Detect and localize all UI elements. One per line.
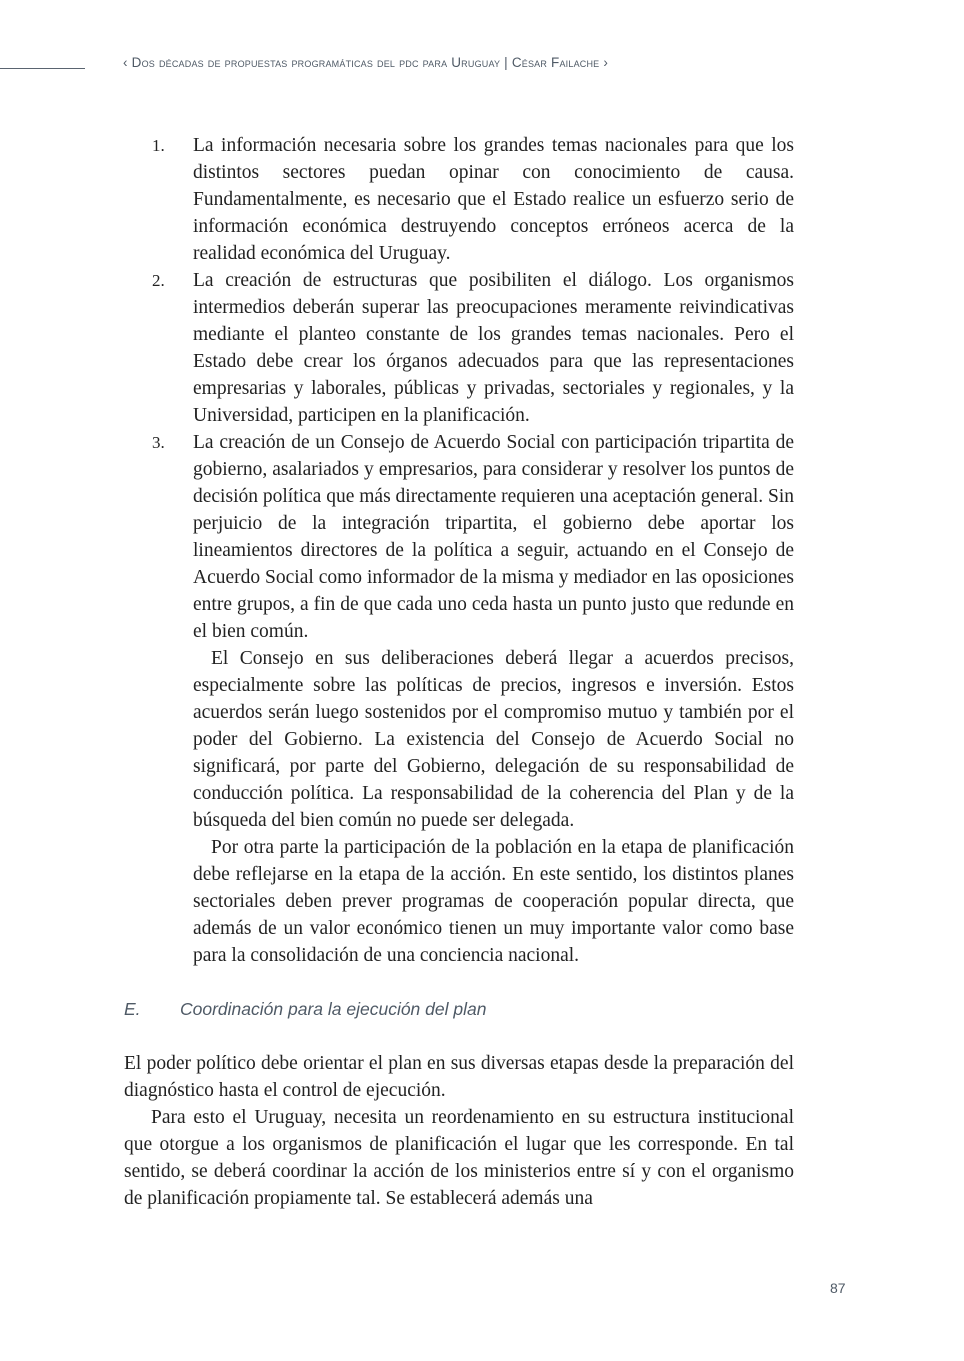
numbered-list xyxy=(124,132,794,645)
body-paragraph: Para esto el Uruguay, necesita un reordenamiento en su estructura institucional que otorgue a los organismos de planificación el lugar que les corresponde. En tal sentido, se deberá coordinar la acción de los ministerios entre sí y con el organismo de planificación propiamente tal. Se establecerá además una xyxy=(124,1107,794,1209)
list-text: La información necesaria sobre los grandes temas nacionales para que los distintos sectores puedan opinar con conocimiento de causa. Fundamentalmente, es necesario que el Estado realice un esfuerzo serio de información económica destruyendo conceptos erróneos acerca de la realidad económica del Uruguay. xyxy=(193,135,794,264)
running-title: ‹ Dos décadas de propuestas programáticas del pdc para Uruguay | César Failache › xyxy=(123,55,609,70)
section-heading xyxy=(124,996,794,1023)
list-continuation-paragraph: Por otra parte la participación de la población en la etapa de planificación debe reflejarse en la etapa de la acción. En este sentido, los distintos planes sectoriales deben prever programas de cooperación popular directa, que además de un valor económico tienen un muy importante valor como base para la consolidación de una conciencia nacional. xyxy=(193,837,794,966)
list-number: 2. xyxy=(152,271,165,290)
list-item xyxy=(124,132,794,267)
body-paragraph: El poder político debe orientar el plan en sus diversas etapas desde la preparación del diagnóstico hasta el control de ejecución. xyxy=(124,1053,794,1101)
section-letter: E. xyxy=(124,999,141,1019)
header-rule xyxy=(0,68,85,69)
page-number: 87 xyxy=(830,1280,846,1296)
list-item xyxy=(124,267,794,429)
list-text: La creación de un Consejo de Acuerdo Social con participación tripartita de gobierno, asalariados y empresarios, para considerar y resolver los puntos de decisión política que más directamente requieren una aceptación general. Sin perjuicio de la integración tripartita, el gobierno debe aportar los lineamientos directores de la política a seguir, actuando en el Consejo de Acuerdo Social como informador de la misma y mediador en las oposiciones entre grupos, a fin de que cada uno ceda hasta un punto justo que redunde en el bien común. xyxy=(193,432,794,642)
list-number: 3. xyxy=(152,433,165,452)
page-content xyxy=(124,132,794,1212)
list-number: 1. xyxy=(152,136,165,155)
list-text: La creación de estructuras que posibiliten el diálogo. Los organismos intermedios deberán superar las preocupaciones meramente reivindicativas mediante el planteo constante de los grandes temas nacionales. Pero el Estado debe crear los órganos adecuados para que las representaciones empresarias y laborales, públicas y privadas, sectoriales y regionales, y la Universidad, participen en la planificación. xyxy=(193,270,794,426)
running-header xyxy=(0,55,964,75)
list-item xyxy=(124,429,794,645)
list-continuation-paragraph: El Consejo en sus deliberaciones deberá llegar a acuerdos precisos, especialmente sobre las políticas de precios, ingresos e inversión. Estos acuerdos serán luego sostenidos por el compromiso mutuo y también por el poder del Gobierno. La existencia del Consejo de Acuerdo Social no significará, por parte del Gobierno, delegación de su responsabilidad de conducción política. La responsabilidad de la coherencia del Plan y de la búsqueda del bien común no puede ser delegada. xyxy=(193,648,794,831)
section-title: Coordinación para la ejecución del plan xyxy=(180,999,487,1019)
